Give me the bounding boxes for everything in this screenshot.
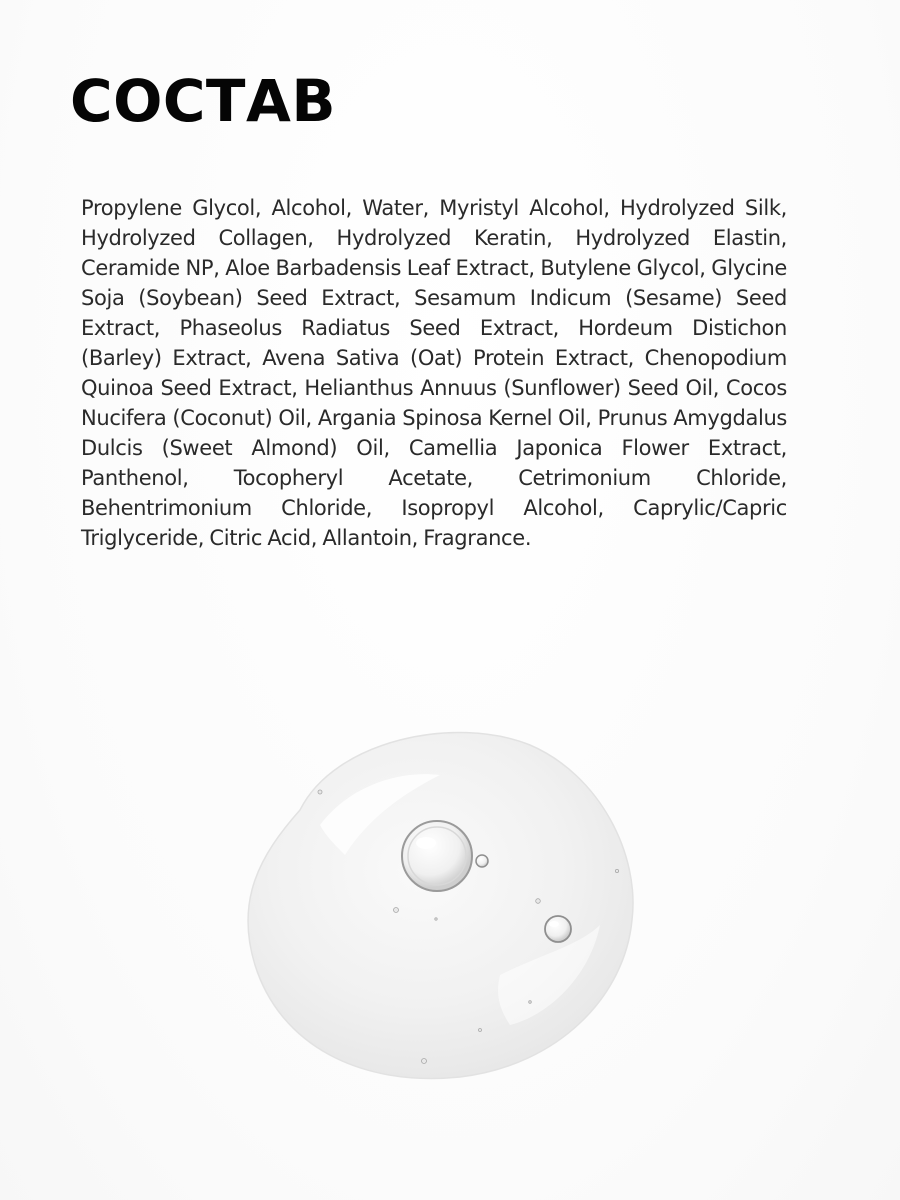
medium-bubble xyxy=(545,916,571,942)
ingredients-text: Propylene Glycol, Alcohol, Water, Myristyl Alcohol, Hydrolyzed Silk, Hydrolyzed Collagen, Hydrolyzed Keratin, Hydrolyzed Elastin, Ceramide NP, Aloe Barbadensis Leaf Extract, Butylene Glycol, Glycine Soja (Soybean) Seed Extract, Sesamum Indicum (Sesame) Seed Extract, Phaseolus Radiatus Seed Extract, Hordeum Distichon (Barley) Extract, Avena Sativa (Oat) Protein Extract, Chenopodium Quinoa Seed Extract, Helianthus Annuus (Sunflower) Seed Oil, Cocos Nucifera (Coconut) Oil, Argania Spinosa Kernel Oil, Prunus Amygdalus Dulcis (Sweet Almond) Oil, Camellia Japonica Flower Extract, Panthenol, Tocopheryl Acetate, Cetrimonium Chloride, Behentrimonium Chloride, Isopropyl Alcohol, Caprylic/Capric Triglyceride, Citric Acid, Allantoin, Fragrance. xyxy=(81,196,787,550)
large-bubble xyxy=(402,821,472,891)
drop-shape xyxy=(248,733,633,1079)
page-title: СОСТАВ xyxy=(70,67,337,135)
product-drop-image xyxy=(240,715,640,1085)
gel-drop-illustration xyxy=(240,715,640,1085)
small-bubble xyxy=(476,855,488,867)
